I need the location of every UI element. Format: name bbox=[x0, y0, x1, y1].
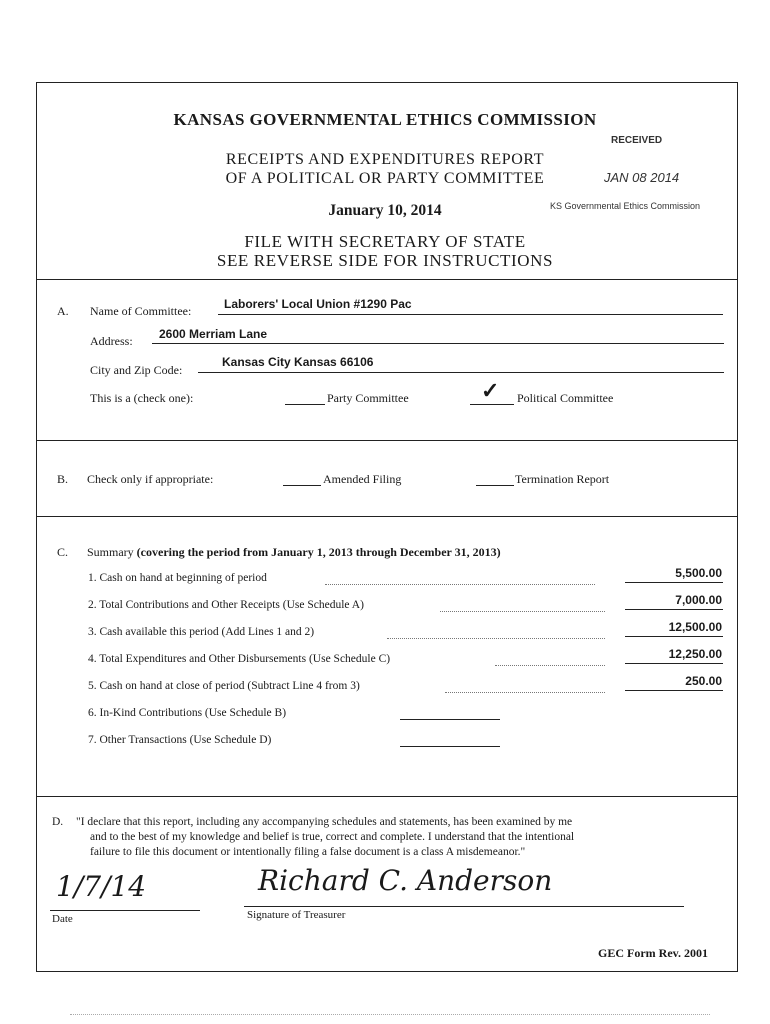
filing-instructions bbox=[0, 232, 770, 270]
signature-label: Signature of Treasurer bbox=[247, 909, 346, 921]
divider-c bbox=[36, 796, 737, 797]
amount-line bbox=[625, 582, 723, 583]
amended-filing-option: Amended Filing bbox=[323, 472, 402, 486]
report-title-line1: RECEIPTS AND EXPENDITURES REPORT bbox=[225, 151, 545, 168]
divider-header bbox=[36, 279, 737, 280]
summary-line-5-amount[interactable]: 250.00 bbox=[685, 674, 722, 688]
declaration-line-3: failure to file this document or intentionally filing a false document is a class A misdemeanor." bbox=[90, 846, 526, 858]
committee-type-label: This is a (check one): bbox=[90, 391, 194, 405]
amount-line bbox=[625, 609, 723, 610]
file-instructions-line1: FILE WITH SECRETARY OF STATE bbox=[244, 232, 526, 251]
summary-heading bbox=[87, 545, 501, 560]
in-kind-blank[interactable] bbox=[400, 719, 500, 720]
summary-line-1-amount[interactable]: 5,500.00 bbox=[675, 566, 722, 580]
city-zip-value[interactable]: Kansas City Kansas 66106 bbox=[222, 355, 374, 369]
address-label: Address: bbox=[90, 334, 133, 348]
summary-line-3-label: 3. Cash available this period (Add Lines 1 and 2) bbox=[88, 626, 315, 638]
section-b-letter: B. bbox=[57, 472, 69, 486]
treasurer-signature[interactable]: Richard C. Anderson bbox=[258, 864, 553, 897]
section-d-letter: D. bbox=[52, 816, 64, 828]
divider-b bbox=[36, 516, 737, 517]
section-c-letter: C. bbox=[57, 545, 69, 559]
committee-name-value[interactable]: Laborers' Local Union #1290 Pac bbox=[224, 297, 412, 311]
received-stamp: RECEIVED bbox=[611, 135, 663, 146]
summary-label: Summary bbox=[87, 545, 137, 559]
amount-line bbox=[625, 663, 723, 664]
summary-line-7-label: 7. Other Transactions (Use Schedule D) bbox=[88, 734, 272, 746]
party-committee-option: Party Committee bbox=[327, 391, 409, 405]
political-committee-blank[interactable] bbox=[470, 404, 514, 405]
committee-name-line bbox=[218, 314, 723, 315]
date-handwritten[interactable]: 1/7/14 bbox=[56, 870, 147, 903]
check-appropriate-label: Check only if appropriate: bbox=[87, 472, 214, 486]
address-value[interactable]: 2600 Merriam Lane bbox=[159, 327, 268, 341]
political-committee-option: Political Committee bbox=[517, 391, 614, 405]
commission-title: KANSAS GOVERNMENTAL ETHICS COMMISSION bbox=[173, 110, 597, 129]
report-date: January 10, 2014 bbox=[328, 202, 442, 219]
summary-line-6-label: 6. In-Kind Contributions (Use Schedule B) bbox=[88, 707, 287, 719]
dot-leader bbox=[495, 665, 605, 666]
amount-line bbox=[625, 690, 723, 691]
stamp-date: JAN 08 2014 bbox=[604, 170, 680, 185]
check-mark-icon: ✓ bbox=[481, 378, 500, 403]
dot-leader bbox=[325, 584, 595, 585]
dot-leader bbox=[387, 638, 605, 639]
summary-line-3-amount[interactable]: 12,500.00 bbox=[668, 620, 722, 634]
scan-artifact bbox=[70, 1014, 710, 1015]
summary-period: (covering the period from January 1, 2013 through December 31, 2013) bbox=[136, 545, 501, 559]
termination-report-option: Termination Report bbox=[515, 472, 610, 486]
stamp-agency: KS Governmental Ethics Commission bbox=[550, 201, 701, 211]
termination-report-blank[interactable] bbox=[476, 485, 514, 486]
file-instructions-line2: SEE REVERSE SIDE FOR INSTRUCTIONS bbox=[216, 251, 554, 270]
date-line bbox=[50, 910, 200, 911]
address-line bbox=[152, 343, 724, 344]
amount-line bbox=[625, 636, 723, 637]
declaration-line-1: "I declare that this report, including any accompanying schedules and statements, has been examined by me bbox=[76, 816, 573, 828]
summary-line-1-label: 1. Cash on hand at beginning of period bbox=[88, 572, 267, 584]
other-transactions-blank[interactable] bbox=[400, 746, 500, 747]
dot-leader bbox=[445, 692, 605, 693]
city-zip-label: City and Zip Code: bbox=[90, 363, 183, 377]
amended-filing-blank[interactable] bbox=[283, 485, 321, 486]
city-zip-line bbox=[198, 372, 724, 373]
summary-line-4-amount[interactable]: 12,250.00 bbox=[668, 647, 722, 661]
committee-name-label: Name of Committee: bbox=[90, 304, 192, 318]
dot-leader bbox=[440, 611, 605, 612]
declaration-line-2: and to the best of my knowledge and belief is true, correct and complete. I understand that the intentional bbox=[90, 831, 575, 843]
summary-line-2-amount[interactable]: 7,000.00 bbox=[675, 593, 722, 607]
signature-line bbox=[244, 906, 684, 907]
section-a-letter: A. bbox=[57, 304, 69, 318]
summary-line-4-label: 4. Total Expenditures and Other Disbursements (Use Schedule C) bbox=[88, 653, 391, 665]
date-label: Date bbox=[52, 913, 73, 925]
summary-line-2-label: 2. Total Contributions and Other Receipts (Use Schedule A) bbox=[88, 599, 364, 611]
party-committee-blank[interactable] bbox=[285, 404, 325, 405]
divider-a bbox=[36, 440, 737, 441]
form-revision: GEC Form Rev. 2001 bbox=[598, 946, 708, 960]
report-title-line2: OF A POLITICAL OR PARTY COMMITTEE bbox=[225, 170, 545, 187]
summary-line-5-label: 5. Cash on hand at close of period (Subtract Line 4 from 3) bbox=[88, 680, 360, 692]
